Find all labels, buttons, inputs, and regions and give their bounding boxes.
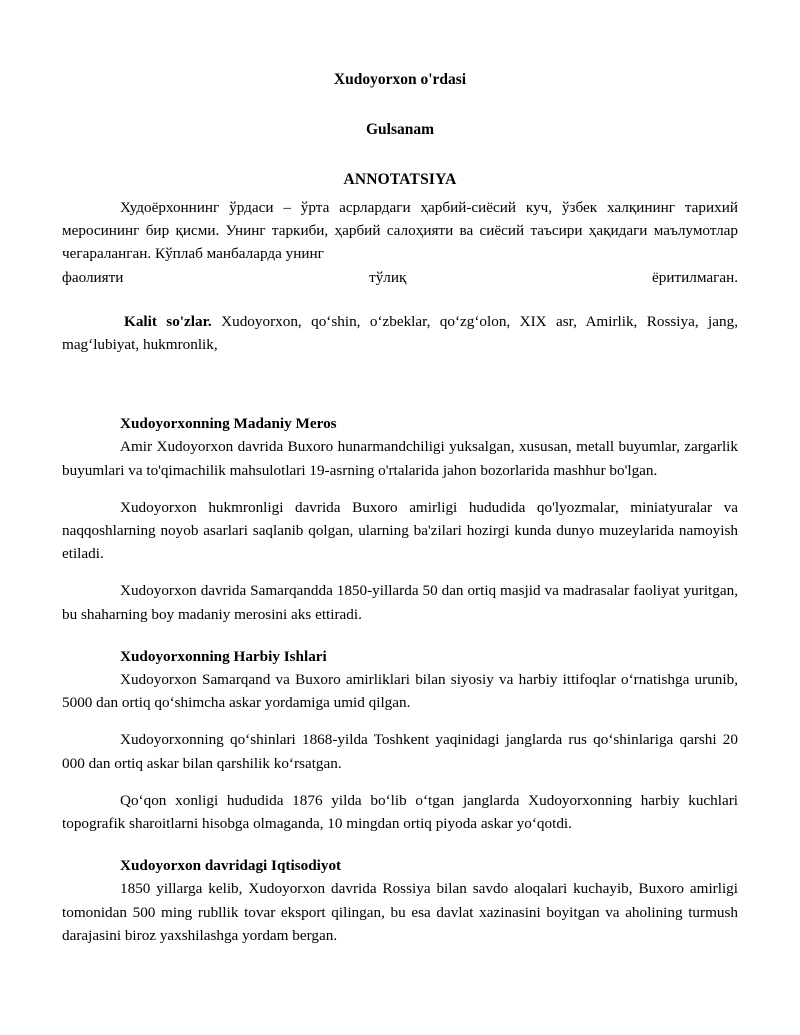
- annotation-lastline-right: ёритилмаган.: [652, 268, 738, 286]
- keywords-paragraph: [62, 310, 738, 356]
- section-1-paragraph-3: Xudoyorxon davrida Samarqandda 1850-yillarda 50 dan ortiq masjid va madrasalar faoliyat yuritgan, bu shaharning boy madaniy merosini aks ettiradi.: [62, 582, 738, 623]
- section-1-paragraph-2: Xudoyorxon hukmronligi davrida Buxoro amirligi hududida qo'lyozmalar, miniatyuralar va naqqoshlarning noyob asarlari saqlanib qolgan, ularning ba'zilari hozirgi kunda dunyo muzeylarida namoyish etiladi.: [62, 498, 738, 563]
- spacer: [62, 835, 738, 854]
- section-heading-harbiy-ishlari: Xudoyorxonning Harbiy Ishlari: [120, 647, 327, 665]
- spacer: [62, 714, 738, 728]
- spacer: [62, 626, 738, 645]
- section-2-paragraph-3: Qoʻqon xonligi hududida 1876 yilda boʻlib oʻtgan janglarda Xudoyorxonning harbiy kuchlari topografik sharoitlarni hisobga olmaganda, 10 mingdan ortiq piyoda askar yoʻqotdi.: [62, 791, 738, 833]
- annotation-label: ANNOTATSIYA: [343, 171, 457, 188]
- section-heading-madaniy-meros: Xudoyorxonning Madaniy Meros: [120, 415, 337, 433]
- page-title: Xudoyorxon o'rdasi: [333, 71, 467, 88]
- section-heading-iqtisodiyot: Xudoyorxon davridagi Iqtisodiyot: [120, 857, 342, 875]
- spacer: [62, 482, 738, 496]
- keywords-list: Xudoyorxon, qoʻshin, oʻzbeklar, qoʻzgʻolon, XIX asr, Amirlik, Rossiya, jang, magʻlubiyat, hukmronlik,: [62, 312, 738, 354]
- author-name: Gulsanam: [365, 121, 435, 138]
- spacer: [62, 565, 738, 579]
- spacer: [62, 775, 738, 789]
- annotation-paragraph: Худоёрхоннинг ўрдаси – ўрта асрлардаги ҳарбий-сиёсий куч, ўзбек халқининг тарихий меросининг бир қисми. Унинг таркиби, ҳарбий салоҳияти ва сиёсий таъсири ҳақидаги маълумотлар чегараланган. Кўплаб манбаларда унинг: [62, 199, 738, 263]
- annotation-last-line: [62, 266, 738, 289]
- annotation-lastline-center: тўлиқ: [369, 268, 407, 286]
- section-3-paragraph-1: 1850 yillarga kelib, Xudoyorxon davrida Rossiya bilan savdo aloqalari kuchayib, Buxoro amirligi tomonidan 500 ming rubllik tovar eksport qilingan, bu esa davlat xazinasini boyitgan va aholining turmush darajasini biroz yaxshilashga yordam bergan.: [62, 880, 738, 944]
- section-1-paragraph-1: Amir Xudoyorxon davrida Buxoro hunarmandchiligi yuksalgan, xususan, metall buyumlar, zargarlik buyumlari va to'qimachilik mahsulotlari 19-asrning o'rtalarida jahon bozorlarida mashhur bo'lgan.: [62, 438, 738, 479]
- spacer: [62, 356, 738, 412]
- annotation-lastline-left: фаолияти: [62, 268, 124, 286]
- keywords-label: Kalit so'zlar.: [124, 312, 212, 330]
- section-2-paragraph-1: Xudoyorxon Samarqand va Buxoro amirliklari bilan siyosiy va harbiy ittifoqlar oʻrnatishga urunib, 5000 dan ortiq qoʻshimcha askar yordamiga umid qilgan.: [62, 671, 738, 712]
- section-2-paragraph-2: Xudoyorxonning qoʻshinlari 1868-yilda Toshkent yaqinidagi janglarda rus qoʻshinlariga qarshi 20 000 dan ortiq askar bilan qarshilik koʻrsatgan.: [62, 731, 738, 772]
